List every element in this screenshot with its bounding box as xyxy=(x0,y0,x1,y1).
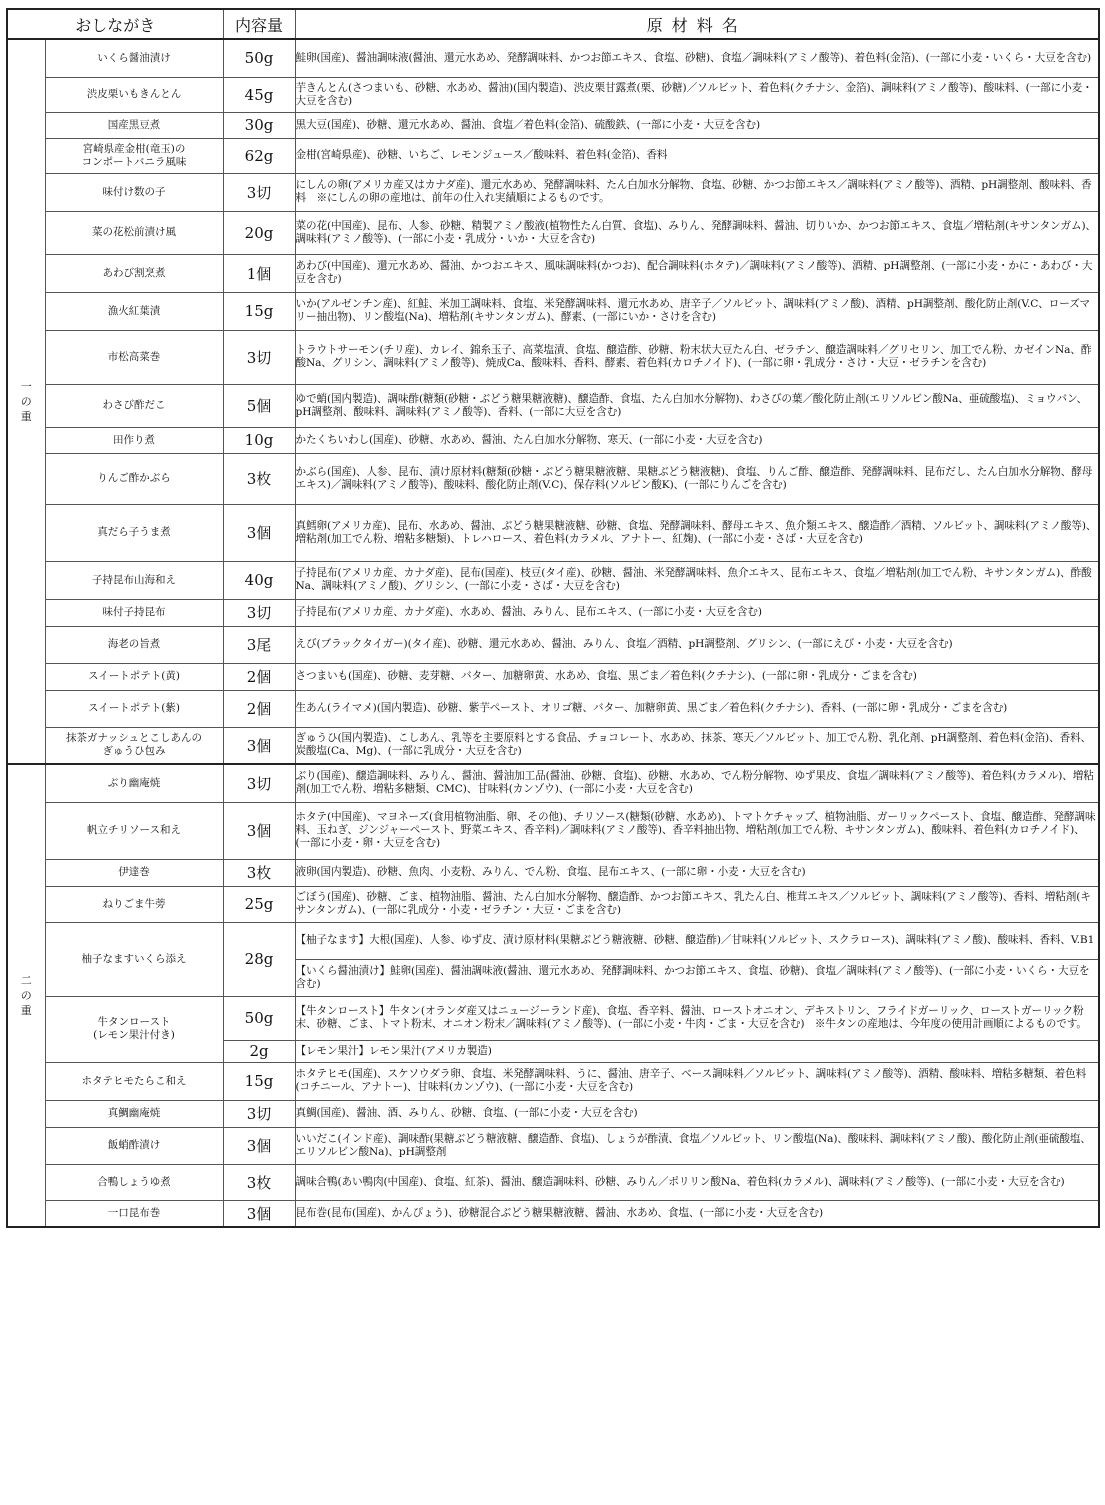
item-ingredients: 芋きんとん(さつまいも、砂糖、水あめ、醤油)(国内製造)、渋皮栗甘露煮(栗、砂糖)／ソルビット、着色料(クチナシ、金箔)、調味料(アミノ酸等)、酸味料、(一部に小麦・大豆を含む) xyxy=(295,77,1099,112)
item-quantity: 50g xyxy=(223,39,295,77)
table-row xyxy=(7,626,1099,663)
item-ingredients: ゆで蛸(国内製造)、調味酢(糖類(砂糖・ぶどう糖果糖液糖)、醸造酢、食塩、たん白加水分解物)、わさびの葉／酸化防止剤(エリソルビン酸Na、亜硫酸塩)、ミョウバン、pH調整剤、酸味料、調味料(アミノ酸等)、香料、(一部に大豆を含む) xyxy=(295,384,1099,427)
item-quantity: 3切 xyxy=(223,1100,295,1127)
table-row xyxy=(7,764,1099,802)
table-row xyxy=(7,886,1099,922)
item-quantity: 3枚 xyxy=(223,1164,295,1200)
table-row xyxy=(7,1062,1099,1100)
item-name: 味付子持昆布 xyxy=(45,599,223,626)
item-name: あわび割烹煮 xyxy=(45,254,223,292)
item-name: 市松高菜巻 xyxy=(45,330,223,384)
section-label-text: 一 の 重 xyxy=(20,380,32,423)
item-quantity: 25g xyxy=(223,886,295,922)
item-name: ぶり幽庵焼 xyxy=(45,764,223,802)
item-quantity: 45g xyxy=(223,77,295,112)
item-ingredients: ぎゅうひ(国内製造)、こしあん、乳等を主要原料とする食品、チョコレート、水あめ、抹茶、寒天／ソルビット、加工でん粉、乳化剤、pH調整剤、着色料(金箔)、香料、炭酸塩(Ca、Mg)、(一部に乳成分・大豆を含む) xyxy=(295,727,1099,764)
item-ingredients: 子持昆布(アメリカ産、カナダ産)、水あめ、醤油、みりん、昆布エキス、(一部に小麦・大豆を含む) xyxy=(295,599,1099,626)
item-name: ホタテヒモたらこ和え xyxy=(45,1062,223,1100)
table-row xyxy=(7,173,1099,211)
header-name: おしながき xyxy=(7,9,223,39)
item-ingredients: 【柚子なます】大根(国産)、人参、ゆず皮、漬け原材料(果糖ぶどう糖液糖、砂糖、醸造酢)／甘味料(ソルビット、スクラロース)、調味料(アミノ酸)、酸味料、香料、V.B1 xyxy=(295,922,1099,959)
table-row xyxy=(7,330,1099,384)
item-quantity: 2個 xyxy=(223,663,295,690)
item-ingredients: さつまいも(国産)、砂糖、麦芽糖、バター、加糖卵黄、水あめ、食塩、黒ごま／着色料(クチナシ)、(一部に卵・乳成分・ごまを含む) xyxy=(295,663,1099,690)
item-ingredients: いか(アルゼンチン産)、紅鮭、米加工調味料、食塩、米発酵調味料、還元水あめ、唐辛子／ソルビット、調味料(アミノ酸)、酒精、pH調整剤、酸化防止剤(V.C、ローズマリー抽出物)、リン酸塩(Na)、増粘剤(キサンタンガム)、酵素、(一部にいか・さけを含む) xyxy=(295,292,1099,330)
header-ingredients: 原材料名 xyxy=(295,9,1099,39)
item-quantity: 15g xyxy=(223,1062,295,1100)
table-row xyxy=(7,77,1099,112)
item-quantity: 10g xyxy=(223,427,295,453)
item-name: 海老の旨煮 xyxy=(45,626,223,663)
table-row xyxy=(7,254,1099,292)
item-quantity: 3枚 xyxy=(223,453,295,504)
item-quantity: 3枚 xyxy=(223,859,295,886)
item-ingredients: 昆布巻(昆布(国産)、かんぴょう)、砂糖混合ぶどう糖果糖液糖、醤油、水あめ、食塩、(一部に小麦・大豆を含む) xyxy=(295,1200,1099,1227)
item-name: 田作り煮 xyxy=(45,427,223,453)
section-label-text: 二 の 重 xyxy=(20,974,32,1017)
item-quantity: 3個 xyxy=(223,1127,295,1164)
item-name: 子持昆布山海和え xyxy=(45,561,223,599)
table-row xyxy=(7,599,1099,626)
item-name: 味付け数の子 xyxy=(45,173,223,211)
item-ingredients: トラウトサーモン(チリ産)、カレイ、錦糸玉子、高菜塩漬、食塩、醸造酢、砂糖、粉末状大豆たん白、ゼラチン、醸造調味料／グリセリン、加工でん粉、カゼインNa、酢酸Na、グリシン、調味料(アミノ酸等)、焼成Ca、酸味料、香料、酵素、着色料(カロチノイド)、(一部に卵・乳成分・さけ・大豆・ゼラチンを含む) xyxy=(295,330,1099,384)
item-quantity: 30g xyxy=(223,112,295,138)
table-row xyxy=(7,922,1099,959)
item-quantity: 3個 xyxy=(223,504,295,561)
table-row xyxy=(7,561,1099,599)
table-row xyxy=(7,1100,1099,1127)
table-body xyxy=(7,39,1099,1227)
table-row xyxy=(7,504,1099,561)
header-qty: 内容量 xyxy=(223,9,295,39)
item-name: 合鴨しょうゆ煮 xyxy=(45,1164,223,1200)
item-ingredients: 調味合鴨(あい鴨肉(中国産)、食塩、紅茶)、醤油、醸造調味料、砂糖、みりん／ポリリン酸Na、着色料(カラメル)、調味料(アミノ酸等)、(一部に小麦・大豆を含む) xyxy=(295,1164,1099,1200)
table-row xyxy=(7,453,1099,504)
item-name: 伊達巻 xyxy=(45,859,223,886)
item-ingredients: ホタテヒモ(国産)、スケソウダラ卵、食塩、米発酵調味料、うに、醤油、唐辛子、ベース調味料／ソルビット、調味料(アミノ酸等)、酒精、酸味料、増粘多糖類、着色料(コチニール、アナトー)、甘味料(カンゾウ)、(一部に小麦・大豆を含む) xyxy=(295,1062,1099,1100)
item-name: いくら醤油漬け xyxy=(45,39,223,77)
item-quantity: 3個 xyxy=(223,802,295,859)
item-quantity: 50g xyxy=(223,996,295,1040)
item-ingredients: かぶら(国産)、人参、昆布、漬け原材料(糖類(砂糖・ぶどう糖果糖液糖、果糖ぶどう糖液糖)、食塩、りんご酢、醸造酢、発酵調味料、昆布だし、たん白加水分解物、酵母エキス)／調味料(アミノ酸等)、酸味料、酸化防止剤(V.C)、保存料(ソルビン酸K)、(一部にりんごを含む) xyxy=(295,453,1099,504)
table-row xyxy=(7,112,1099,138)
table-row xyxy=(7,384,1099,427)
item-name: 抹茶ガナッシュとこしあんの ぎゅうひ包み xyxy=(45,727,223,764)
item-quantity: 28g xyxy=(223,922,295,996)
item-name: 菜の花松前漬け風 xyxy=(45,211,223,254)
item-quantity: 3切 xyxy=(223,173,295,211)
item-ingredients: 黒大豆(国産)、砂糖、還元水あめ、醤油、食塩／着色料(金箔)、硫酸鉄、(一部に小麦・大豆を含む) xyxy=(295,112,1099,138)
item-name: 飯蛸酢漬け xyxy=(45,1127,223,1164)
item-ingredients: にしんの卵(アメリカ産又はカナダ産)、還元水あめ、発酵調味料、たん白加水分解物、食塩、砂糖、かつお節エキス／調味料(アミノ酸等)、酒精、pH調整剤、酸味料、香料 ※にしんの卵の産地は、前年の仕入れ実績順によるものです。 xyxy=(295,173,1099,211)
item-quantity: 1個 xyxy=(223,254,295,292)
item-name: 帆立チリソース和え xyxy=(45,802,223,859)
item-quantity: 3切 xyxy=(223,330,295,384)
header-row xyxy=(7,9,1099,39)
item-ingredients: いいだこ(インド産)、調味酢(果糖ぶどう糖液糖、醸造酢、食塩)、しょうが酢漬、食塩／ソルビット、リン酸塩(Na)、酸味料、調味料(アミノ酸)、酸化防止剤(亜硫酸塩、エリソルビン酸Na)、pH調整剤 xyxy=(295,1127,1099,1164)
item-name: 真鯛幽庵焼 xyxy=(45,1100,223,1127)
table-row xyxy=(7,802,1099,859)
item-ingredients: ぶり(国産)、醸造調味料、みりん、醤油、醤油加工品(醤油、砂糖、食塩)、砂糖、水あめ、でん粉分解物、ゆず果皮、食塩／調味料(アミノ酸等)、着色料(カラメル)、増粘剤(加工でん粉、増粘多糖類、CMC)、甘味料(カンゾウ)、(一部に小麦・大豆を含む) xyxy=(295,764,1099,802)
table-row xyxy=(7,1164,1099,1200)
item-name: スイートポテト(黄) xyxy=(45,663,223,690)
table-row xyxy=(7,1200,1099,1227)
item-quantity-sub: 2g xyxy=(223,1040,295,1062)
item-ingredients: ホタテ(中国産)、マヨネーズ(食用植物油脂、卵、その他)、チリソース(糖類(砂糖、水あめ)、トマトケチャップ、植物油脂、ガーリックペースト、食塩、醸造酢、発酵調味料、玉ねぎ、ジンジャーペースト、野菜エキス、香辛料)／調味料(アミノ酸等)、香辛料抽出物、増粘剤(加工でん粉、キサンタンガム)、酸味料、着色料(カロチノイド)、(一部に小麦・卵・大豆を含む) xyxy=(295,802,1099,859)
item-name: りんご酢かぶら xyxy=(45,453,223,504)
item-ingredients: 菜の花(中国産)、昆布、人参、砂糖、精製アミノ酸液(植物性たん白質、食塩)、みりん、発酵調味料、醤油、切りいか、かつお節エキス、食塩／増粘剤(キサンタンガム)、調味料(アミノ酸等)、(一部に小麦・乳成分・いか・大豆を含む) xyxy=(295,211,1099,254)
section-label xyxy=(7,39,45,764)
ingredient-table xyxy=(6,8,1100,1228)
item-quantity: 3個 xyxy=(223,727,295,764)
table-row xyxy=(7,663,1099,690)
item-ingredients: 液卵(国内製造)、砂糖、魚肉、小麦粉、みりん、でん粉、食塩、昆布エキス、(一部に卵・小麦・大豆を含む) xyxy=(295,859,1099,886)
item-name: わさび酢だこ xyxy=(45,384,223,427)
item-quantity: 3尾 xyxy=(223,626,295,663)
item-name: 渋皮栗いもきんとん xyxy=(45,77,223,112)
item-quantity: 15g xyxy=(223,292,295,330)
table-row xyxy=(7,39,1099,77)
item-name: 柚子なますいくら添え xyxy=(45,922,223,996)
item-name: 国産黒豆煮 xyxy=(45,112,223,138)
table-row xyxy=(7,859,1099,886)
table-row xyxy=(7,211,1099,254)
item-ingredients-sub: 【レモン果汁】レモン果汁(アメリカ製造) xyxy=(295,1040,1099,1062)
table-row xyxy=(7,727,1099,764)
item-name: 漁火紅葉漬 xyxy=(45,292,223,330)
item-name: 一口昆布巻 xyxy=(45,1200,223,1227)
item-quantity: 40g xyxy=(223,561,295,599)
item-ingredients: 鮭卵(国産)、醤油調味液(醤油、還元水あめ、発酵調味料、かつお節エキス、食塩、砂糖)、食塩／調味料(アミノ酸等)、着色料(金箔)、(一部に小麦・いくら・大豆を含む) xyxy=(295,39,1099,77)
item-quantity: 20g xyxy=(223,211,295,254)
item-ingredients: かたくちいわし(国産)、砂糖、水あめ、醤油、たん白加水分解物、寒天、(一部に小麦・大豆を含む) xyxy=(295,427,1099,453)
item-quantity: 2個 xyxy=(223,690,295,727)
table-row xyxy=(7,1127,1099,1164)
table-row xyxy=(7,427,1099,453)
item-quantity: 3個 xyxy=(223,1200,295,1227)
section-label xyxy=(7,764,45,1227)
item-name: 宮崎県産金柑(竜玉)の コンポートバニラ風味 xyxy=(45,138,223,173)
item-quantity: 62g xyxy=(223,138,295,173)
table-row xyxy=(7,292,1099,330)
item-ingredients: 子持昆布(アメリカ産、カナダ産)、昆布(国産)、枝豆(タイ産)、砂糖、醤油、米発酵調味料、魚介エキス、昆布エキス、食塩／増粘剤(加工でん粉、キサンタンガム)、酢酸Na、調味料(アミノ酸)、グリシン、(一部に小麦・さば・大豆を含む) xyxy=(295,561,1099,599)
item-name: 牛タンロースト (レモン果汁付き) xyxy=(45,996,223,1062)
item-ingredients-sub: 【いくら醤油漬け】鮭卵(国産)、醤油調味液(醤油、還元水あめ、発酵調味料、かつお節エキス、食塩、砂糖)、食塩／調味料(アミノ酸等)、(一部に小麦・いくら・大豆を含む) xyxy=(295,959,1099,996)
table-row xyxy=(7,996,1099,1040)
item-ingredients: 生あん(ライマメ)(国内製造)、砂糖、紫芋ペースト、オリゴ糖、バター、加糖卵黄、黒ごま／着色料(クチナシ)、香料、(一部に卵・乳成分・ごまを含む) xyxy=(295,690,1099,727)
item-ingredients: えび(ブラックタイガー)(タイ産)、砂糖、還元水あめ、醤油、みりん、食塩／酒精、pH調整剤、グリシン、(一部にえび・小麦・大豆を含む) xyxy=(295,626,1099,663)
item-quantity: 3切 xyxy=(223,764,295,802)
item-ingredients: 真鱈卵(アメリカ産)、昆布、水あめ、醤油、ぶどう糖果糖液糖、砂糖、食塩、発酵調味料、酵母エキス、魚介類エキス、醸造酢／酒精、ソルビット、調味料(アミノ酸等)、増粘剤(加工でん粉、増粘多糖類)、トレハロース、着色料(カラメル、アナトー、紅麹)、(一部に小麦・さば・大豆を含む) xyxy=(295,504,1099,561)
table-row xyxy=(7,138,1099,173)
item-ingredients: 真鯛(国産)、醤油、酒、みりん、砂糖、食塩、(一部に小麦・大豆を含む) xyxy=(295,1100,1099,1127)
item-ingredients: 金柑(宮崎県産)、砂糖、いちご、レモンジュース／酸味料、着色料(金箔)、香料 xyxy=(295,138,1099,173)
table-row xyxy=(7,690,1099,727)
item-quantity: 3切 xyxy=(223,599,295,626)
item-ingredients: ごぼう(国産)、砂糖、ごま、植物油脂、醤油、たん白加水分解物、醸造酢、かつお節エキス、乳たん白、椎茸エキス／ソルビット、調味料(アミノ酸等)、香料、増粘剤(キサンタンガム)、(一部に乳成分・小麦・ゼラチン・大豆・ごまを含む) xyxy=(295,886,1099,922)
item-name: ねりごま牛蒡 xyxy=(45,886,223,922)
item-name: スイートポテト(紫) xyxy=(45,690,223,727)
item-ingredients: 【牛タンロースト】牛タン(オランダ産又はニュージーランド産)、食塩、香辛料、醤油、ローストオニオン、デキストリン、フライドガーリック、ローストガーリック粉末、砂糖、ごま、トマト粉末、オニオン粉末／調味料(アミノ酸等)、(一部に小麦・牛肉・ごま・大豆を含む) ※牛タンの産地は、今年度の使用計画順によるものです。 xyxy=(295,996,1099,1040)
item-name: 真だら子うま煮 xyxy=(45,504,223,561)
item-quantity: 5個 xyxy=(223,384,295,427)
item-ingredients: あわび(中国産)、還元水あめ、醤油、かつおエキス、風味調味料(かつお)、配合調味料(ホタテ)／調味料(アミノ酸等)、酒精、pH調整剤、(一部に小麦・かに・あわび・大豆を含む) xyxy=(295,254,1099,292)
